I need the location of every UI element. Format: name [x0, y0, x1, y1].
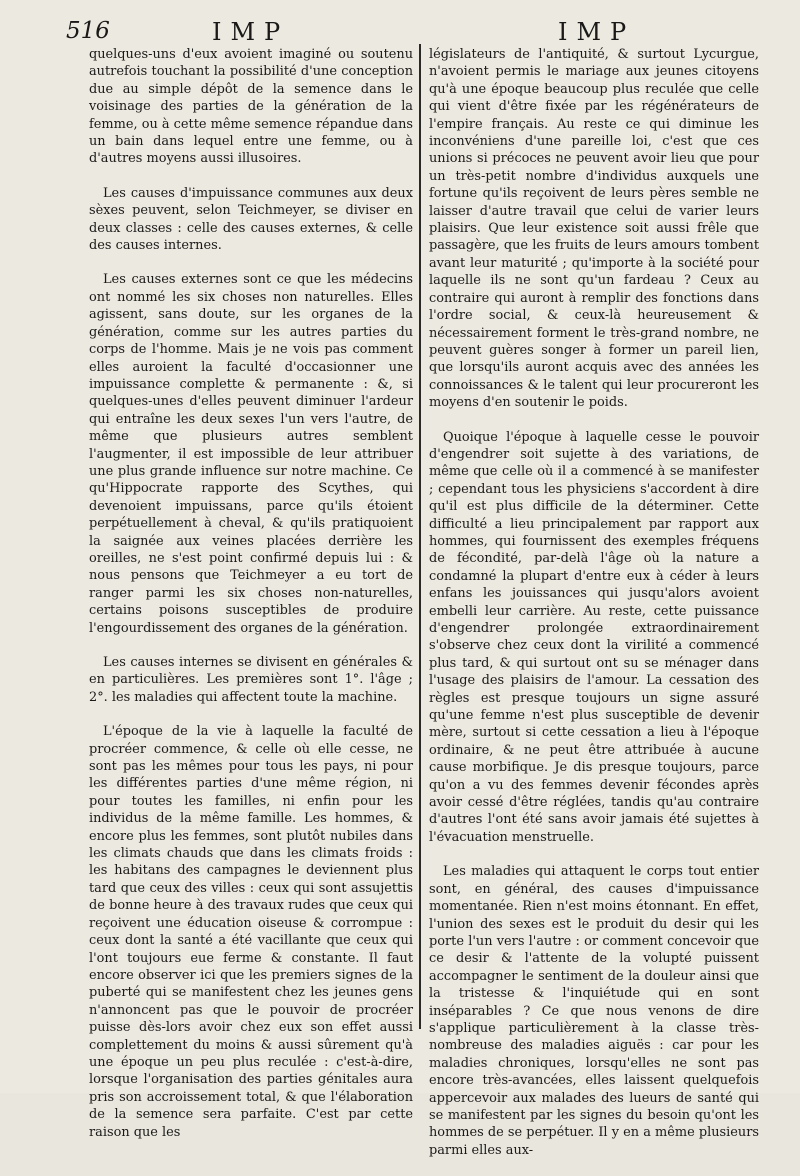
paragraph: Quoique l'époque à laquelle cesse le pouvoir d'engendrer soit sujette à des variations, de même que celle où il a commencé à se manifester ; cependant tous les physiciens s'accordent à dire qu'il est plus difficile de la déterminer. Cette difficulté a lieu principalement par rapport aux hommes, qui fournissent des exemples fréquens de fécondité, par-delà l'âge où la nature a condamné la plupart d'entre eux à céder à leurs enfans les jouissances qui jusqu'alors avoient embelli leur carrière. Au reste, cette puissance d'engendrer prolongée extraordinairement s'observe chez ceux dont la virilité a commencé plus tard, & qui surtout ont su se ménager dans l'usage des plaisirs de l'amour. La cessation des règles est presque toujours un signe assuré qu'une femme n'est plus susceptible de devenir mère, surtout si cette cessation a lieu à l'époque ordinaire, & ne peut être attribuée à aucune cause morbifique. Je dis presque toujours, parce qu'on a vu des femmes devenir fécondes après avoir cessé d'être réglées, tandis qu'au contraire d'autres l'ont été sans avoir jamais été sujettes à l'évacuation menstruelle. — [429, 429, 759, 845]
paragraph: Les causes d'impuissance communes aux deux sèxes peuvent, selon Teichmeyer, se diviser en deux classes : celle des causes externes, & celle des causes internes. — [89, 185, 413, 254]
paragraph: Les maladies qui attaquent le corps tout entier sont, en général, des causes d'impuissance momentanée. Rien n'est moins étonnant. En effet, l'union des sexes est le produit du desir qui les porte l'un vers l'autre : or comment concevoir que ce desir & l'attente de la volupté puissent accompagner le sentiment de la douleur ainsi que la tristesse & l'inquiétude qui en sont inséparables ? Ce que nous venons de dire s'applique particulièrement à la classe très-nombreuse des maladies aiguës : car pour les maladies chroniques, lorsqu'elles ne sont pas encore très-avancées, elles laissent quelquefois appercevoir aux malades des lueurs de santé qui se manifestent par les signes du besoin qu'ont les hommes de se perpétuer. Il y en a même plusieurs parmi elles aux- — [429, 864, 759, 1158]
paragraph: législateurs de l'antiquité, & surtout Lycurgue, n'avoient permis le mariage aux jeunes citoyens qu'à une époque beaucoup plus reculée que celle qui vient d'être fixée par les régénérateurs de l'empire français. Au reste ce qui diminue les inconvéniens d'une pareille loi, c'est que ces unions si précoces ne peuvent avoir lieu que pour un très-petit nombre d'individus auxquels une fortune qu'ils reçoivent de leurs pères semble ne laisser d'autre travail que celui de varier leurs plaisirs. Que leur existence soit aussi frêle que passagère, que les fruits de leurs amours tombent avant leur maturité ; qu'importe à la société pour laquelle ils ne sont qu'un fardeau ? Ceux au contraire qui auront à remplir des fonctions dans l'ordre social, & ceux-là heureusement & nécessairement forment le très-grand nombre, ne peuvent guères songer à former un pareil lien, que lorsqu'ils auront acquis avec des années les connoissances & le talent qui leur procureront les moyens d'en soutenir le poids. — [429, 47, 759, 411]
paragraph: L'époque de la vie à laquelle la faculté de procréer commence, & celle où elle cesse, ne sont pas les mêmes pour tous les pays, ni pour les différentes parties d'une même région, ni pour toutes les familles, ni enfin pour les individus de la même famille. Les hommes, & encore plus les femmes, sont plutôt nubiles dans les climats chauds que dans les climats froids : les habitans des campagnes le deviennent plus tard que ceux des villes : ceux qui sont assujettis de bonne heure à des travaux rudes que ceux qui reçoivent une éducation oiseuse & corrompue : ceux dont la santé a été vacillante que ceux qui l'ont toujours eue ferme & constante. Il faut encore observer ici que les premiers signes de la puberté qui se manifestent chez les jeunes gens n'annoncent pas que le pouvoir de procréer puisse dès-lors avoir chez eux son effet aussi complettement du moins & aussi sûrement qu'à une époque un peu plus reculée : c'est-à-dire, lorsque l'organisation des parties génitales aura pris son accroissement total, & que l'élaboration de la semence sera parfaite. C'est par cette raison que les — [89, 724, 413, 1140]
column-divider — [419, 44, 421, 1029]
paragraph: quelques-uns d'eux avoient imaginé ou soutenu autrefois touchant la possibilité d'une conception due au simple dépôt de la semence dans le voisinage des parties de la génération de la femme, ou à cette même semence répandue dans un bain dans lequel entre une femme, ou à d'autres moyens aussi illusoires. — [89, 47, 413, 167]
page-number: 516 — [66, 18, 110, 44]
running-head-right: IMP — [558, 18, 636, 46]
paragraph: Les causes internes se divisent en générales & en particulières. Les premières sont 1°. l'âge ; 2°. les maladies qui affectent toute la machine. — [89, 655, 413, 705]
left-column — [89, 46, 413, 1158]
page-header — [0, 18, 800, 48]
paragraph: Les causes externes sont ce que les médecins ont nommé les six choses non naturelles. Elles agissent, sans doute, sur les organes de la génération, comme sur les autres parties du corps de l'homme. Mais je ne vois pas comment elles auroient la faculté d'occasionner une impuissance complette & permanente : &, si quelques-unes d'elles peuvent diminuer l'ardeur qui entraîne les deux sexes l'un vers l'autre, de même que plusieurs autres semblent l'augmenter, il est impossible de leur attribuer une plus grande influence sur notre machine. Ce qu'Hippocrate rapporte des Scythes, qui devenoient impuissans, parce qu'ils étoient perpétuellement à cheval, & qu'ils pratiquoient la saignée aux veines placées derrière les oreilles, ne s'est point confirmé depuis lui : & nous pensons que Teichmeyer a eu tort de ranger parmi les six choses non-naturelles, certains poisons susceptibles de produire l'engourdissement des organes de la génération. — [89, 272, 413, 636]
running-head-left: IMP — [212, 18, 290, 46]
right-column — [429, 46, 759, 1176]
